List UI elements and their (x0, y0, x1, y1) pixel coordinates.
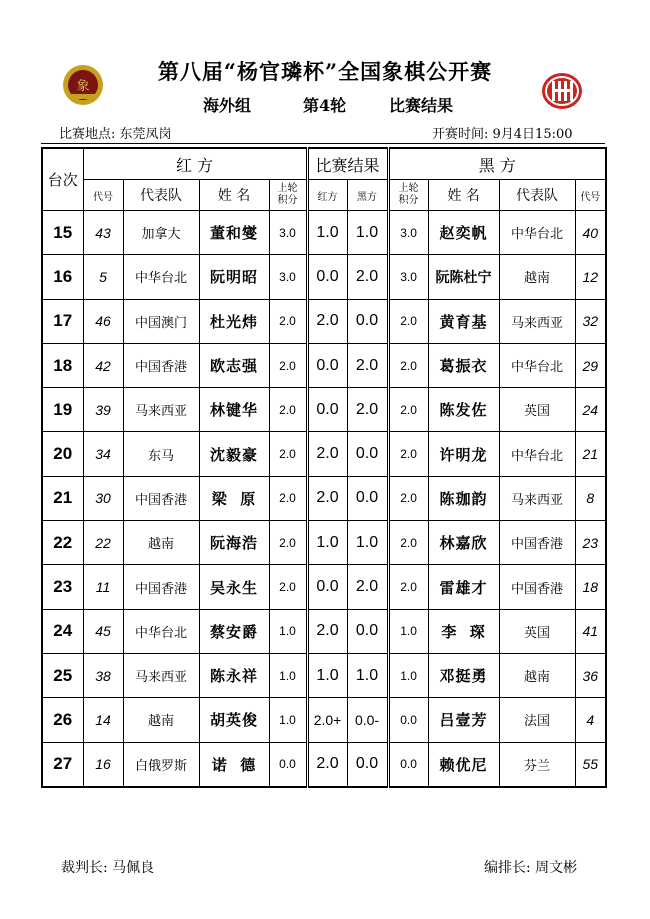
black-code: 4 (575, 698, 606, 742)
table-row (42, 653, 606, 697)
red-code: 22 (83, 521, 123, 565)
black-code: 40 (575, 211, 606, 255)
black-code: 55 (575, 742, 606, 787)
black-code: 32 (575, 299, 606, 343)
black-team-header: 代表队 (499, 180, 575, 211)
red-result: 2.0 (307, 742, 347, 787)
red-result: 2.0+ (307, 698, 347, 742)
red-code: 16 (83, 742, 123, 787)
black-prev-points: 3.0 (388, 211, 428, 255)
red-code: 5 (83, 255, 123, 299)
red-player: 杜光炜 (199, 299, 269, 343)
black-code: 23 (575, 521, 606, 565)
black-team: 中国香港 (499, 521, 575, 565)
black-code: 41 (575, 609, 606, 653)
black-result: 1.0 (347, 653, 388, 697)
results-table (41, 147, 607, 788)
red-player: 诺 德 (199, 742, 269, 787)
black-team: 英国 (499, 609, 575, 653)
black-prev-points: 0.0 (388, 698, 428, 742)
black-prev-points: 2.0 (388, 432, 428, 476)
black-team: 英国 (499, 388, 575, 432)
table-row (42, 255, 606, 299)
red-prev-points: 2.0 (269, 476, 307, 520)
table-number: 21 (42, 476, 83, 520)
black-team: 法国 (499, 698, 575, 742)
table-row (42, 742, 606, 787)
header-row-sub (42, 180, 606, 211)
red-result: 2.0 (307, 609, 347, 653)
black-player: 邓挺勇 (428, 653, 499, 697)
black-result: 2.0 (347, 343, 388, 387)
table-number: 16 (42, 255, 83, 299)
black-result: 2.0 (347, 255, 388, 299)
red-result-header: 红方 (307, 180, 347, 211)
black-result: 0.0 (347, 609, 388, 653)
emblem-glyph: 象 (76, 79, 90, 94)
table-row (42, 211, 606, 255)
black-player: 吕壹芳 (428, 698, 499, 742)
red-player: 吴永生 (199, 565, 269, 609)
red-prev-points: 2.0 (269, 299, 307, 343)
group-label: 海外组 (203, 96, 252, 115)
black-player: 赖优尼 (428, 742, 499, 787)
black-team: 越南 (499, 653, 575, 697)
red-result: 0.0 (307, 388, 347, 432)
black-team: 芬兰 (499, 742, 575, 787)
red-prev-points: 1.0 (269, 653, 307, 697)
red-player: 梁 原 (199, 476, 269, 520)
red-team-header: 代表队 (123, 180, 199, 211)
red-result: 1.0 (307, 653, 347, 697)
table-row (42, 432, 606, 476)
black-player: 雷雄才 (428, 565, 499, 609)
tournament-emblem (62, 64, 104, 106)
black-prev-points: 2.0 (388, 476, 428, 520)
red-prev-points: 2.0 (269, 432, 307, 476)
red-side-header: 红 方 (83, 148, 307, 180)
result-header: 比赛结果 (307, 148, 388, 180)
red-player: 胡英俊 (199, 698, 269, 742)
table-row (42, 343, 606, 387)
black-code-header: 代号 (575, 180, 606, 211)
black-team: 马来西亚 (499, 476, 575, 520)
red-result: 0.0 (307, 255, 347, 299)
red-team: 马来西亚 (123, 388, 199, 432)
red-team: 越南 (123, 521, 199, 565)
red-team: 中国香港 (123, 343, 199, 387)
table-number: 22 (42, 521, 83, 565)
table-no-header: 台次 (42, 148, 83, 211)
table-number: 25 (42, 653, 83, 697)
red-player: 沈毅豪 (199, 432, 269, 476)
red-code: 42 (83, 343, 123, 387)
red-prev-pts-label: 上轮积分 (277, 183, 298, 206)
black-prev-points: 2.0 (388, 388, 428, 432)
table-row (42, 565, 606, 609)
black-prev-points: 2.0 (388, 565, 428, 609)
black-prev-pts-label: 上轮积分 (398, 183, 419, 206)
table-number: 26 (42, 698, 83, 742)
black-result: 1.0 (347, 521, 388, 565)
venue-text: 比赛地点: 东莞凤岗 (59, 127, 172, 142)
divider (41, 143, 605, 144)
table-number: 20 (42, 432, 83, 476)
black-team: 中华台北 (499, 211, 575, 255)
black-prev-points: 1.0 (388, 609, 428, 653)
red-team: 加拿大 (123, 211, 199, 255)
black-code: 29 (575, 343, 606, 387)
red-team: 东马 (123, 432, 199, 476)
red-code-header: 代号 (83, 180, 123, 211)
black-team: 越南 (499, 255, 575, 299)
black-result: 2.0 (347, 565, 388, 609)
red-prev-points: 2.0 (269, 565, 307, 609)
round-label: 第4轮 (303, 96, 347, 115)
red-team: 中华台北 (123, 255, 199, 299)
black-prev-points: 1.0 (388, 653, 428, 697)
red-prev-points: 0.0 (269, 742, 307, 787)
table-row (42, 476, 606, 520)
table-number: 18 (42, 343, 83, 387)
black-code: 12 (575, 255, 606, 299)
red-code: 45 (83, 609, 123, 653)
red-player: 阮明昭 (199, 255, 269, 299)
red-code: 38 (83, 653, 123, 697)
black-code: 8 (575, 476, 606, 520)
black-player: 阮陈杜宁 (428, 255, 499, 299)
black-player: 陈发佐 (428, 388, 499, 432)
red-team: 中国香港 (123, 476, 199, 520)
red-code: 30 (83, 476, 123, 520)
black-code: 21 (575, 432, 606, 476)
black-result-header: 黑方 (347, 180, 388, 211)
red-code: 14 (83, 698, 123, 742)
red-team: 马来西亚 (123, 653, 199, 697)
black-player: 李 琛 (428, 609, 499, 653)
red-team: 中国澳门 (123, 299, 199, 343)
red-prev-points: 1.0 (269, 698, 307, 742)
red-player: 林键华 (199, 388, 269, 432)
table-row (42, 698, 606, 742)
table-row (42, 299, 606, 343)
red-name-header: 姓 名 (199, 180, 269, 211)
red-team: 白俄罗斯 (123, 742, 199, 787)
black-team: 中国香港 (499, 565, 575, 609)
chief-arranger: 编排长: 周文彬 (484, 860, 578, 876)
black-result: 0.0 (347, 742, 388, 787)
black-player: 赵奕帆 (428, 211, 499, 255)
red-team: 越南 (123, 698, 199, 742)
red-prev-points: 3.0 (269, 211, 307, 255)
red-code: 34 (83, 432, 123, 476)
black-code: 24 (575, 388, 606, 432)
red-result: 1.0 (307, 521, 347, 565)
red-player: 欧志强 (199, 343, 269, 387)
black-player: 黄育基 (428, 299, 499, 343)
table-number: 15 (42, 211, 83, 255)
chief-referee: 裁判长: 马佩良 (61, 860, 155, 876)
black-player: 许明龙 (428, 432, 499, 476)
red-prev-points: 2.0 (269, 343, 307, 387)
table-row (42, 609, 606, 653)
association-logo (541, 72, 583, 110)
red-prev-points: 3.0 (269, 255, 307, 299)
black-team: 中华台北 (499, 343, 575, 387)
table-row (42, 521, 606, 565)
black-prev-points: 2.0 (388, 299, 428, 343)
table-number: 27 (42, 742, 83, 787)
red-player: 阮海浩 (199, 521, 269, 565)
red-code: 46 (83, 299, 123, 343)
header-row-top (42, 148, 606, 180)
start-time-text: 开赛时间: 9月4日15:00 (432, 127, 573, 142)
table-row (42, 388, 606, 432)
red-result: 0.0 (307, 565, 347, 609)
black-name-header: 姓 名 (428, 180, 499, 211)
black-prev-points: 2.0 (388, 343, 428, 387)
red-result: 0.0 (307, 343, 347, 387)
black-code: 36 (575, 653, 606, 697)
red-team: 中国香港 (123, 565, 199, 609)
black-result: 0.0 (347, 476, 388, 520)
red-team: 中华台北 (123, 609, 199, 653)
results-label: 比赛结果 (389, 96, 454, 115)
table-number: 24 (42, 609, 83, 653)
black-result: 0.0 (347, 299, 388, 343)
black-side-header: 黑 方 (388, 148, 606, 180)
black-player: 葛振衣 (428, 343, 499, 387)
red-code: 39 (83, 388, 123, 432)
black-code: 18 (575, 565, 606, 609)
red-prev-points: 2.0 (269, 521, 307, 565)
black-prev-points: 0.0 (388, 742, 428, 787)
red-result: 1.0 (307, 211, 347, 255)
red-prev-pts-header (269, 180, 307, 211)
red-result: 2.0 (307, 299, 347, 343)
black-player: 陈珈韵 (428, 476, 499, 520)
red-result: 2.0 (307, 432, 347, 476)
red-prev-points: 2.0 (269, 388, 307, 432)
black-result: 2.0 (347, 388, 388, 432)
red-player: 蔡安爵 (199, 609, 269, 653)
table-number: 19 (42, 388, 83, 432)
red-code: 43 (83, 211, 123, 255)
black-prev-pts-header (388, 180, 428, 211)
black-result: 0.0- (347, 698, 388, 742)
black-result: 1.0 (347, 211, 388, 255)
red-player: 董和燮 (199, 211, 269, 255)
black-result: 0.0 (347, 432, 388, 476)
black-prev-points: 3.0 (388, 255, 428, 299)
page-title: 第八届“杨官璘杯”全国象棋公开赛 (157, 59, 493, 84)
red-player: 陈永祥 (199, 653, 269, 697)
table-number: 23 (42, 565, 83, 609)
black-team: 中华台北 (499, 432, 575, 476)
table-number: 17 (42, 299, 83, 343)
red-result: 2.0 (307, 476, 347, 520)
black-player: 林嘉欣 (428, 521, 499, 565)
red-code: 11 (83, 565, 123, 609)
black-team: 马来西亚 (499, 299, 575, 343)
red-prev-points: 1.0 (269, 609, 307, 653)
black-prev-points: 2.0 (388, 521, 428, 565)
